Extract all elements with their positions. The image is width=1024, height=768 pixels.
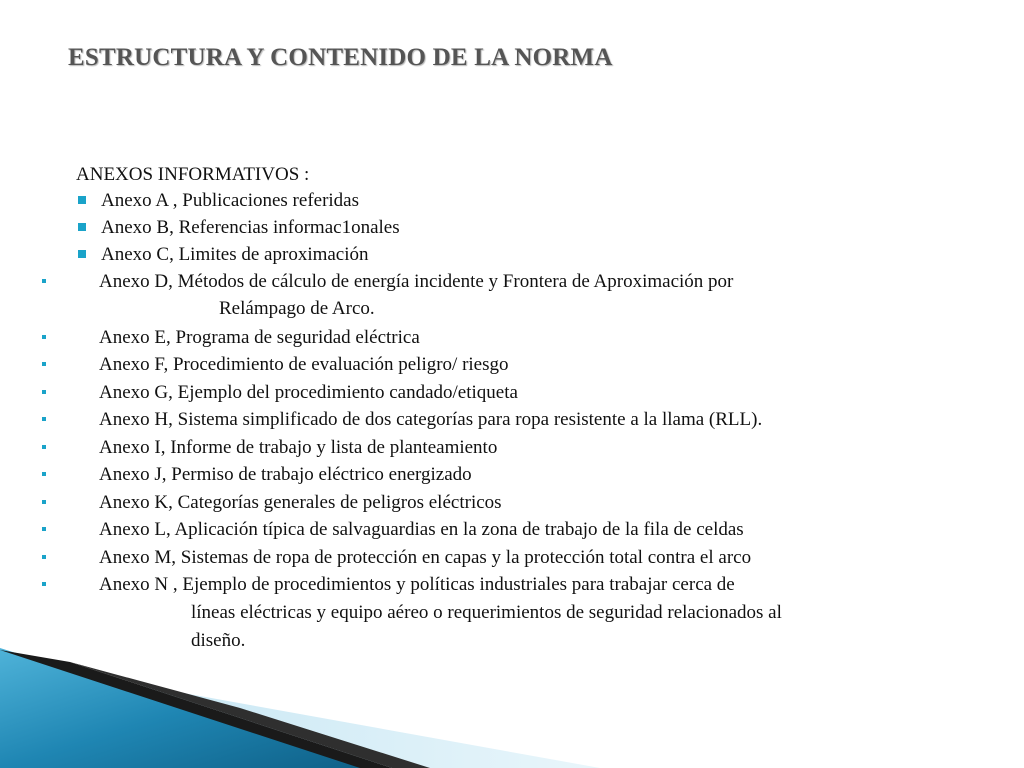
list-item-text: Anexo F, Procedimiento de evaluación peligro/ riesgo [99, 354, 509, 375]
list-item-continuation: diseño. [191, 630, 246, 651]
bullet-square-icon [42, 390, 46, 394]
bullet-square-icon [42, 335, 46, 339]
page-title: ESTRUCTURA Y CONTENIDO DE LA NORMA [68, 44, 613, 71]
list-item-text: Anexo J, Permiso de trabajo eléctrico energizado [99, 464, 472, 485]
bullet-square-icon [42, 555, 46, 559]
bullet-square-icon [42, 279, 46, 283]
bullet-square-icon [42, 362, 46, 366]
list-item-text: Anexo H, Sistema simplificado de dos categorías para ropa resistente a la llama (RLL). [99, 409, 763, 430]
list-item-text: Anexo C, Limites de aproximación [101, 244, 369, 265]
list-item-text: Anexo I, Informe de trabajo y lista de planteamiento [99, 437, 498, 458]
list-item-text: Anexo A , Publicaciones referidas [101, 190, 360, 211]
list-item-text: Anexo B, Referencias informac1onales [101, 217, 400, 238]
bullet-square-icon [42, 500, 46, 504]
list-item-continuation: Relámpago de Arco. [219, 298, 375, 319]
bullet-square-icon [42, 445, 46, 449]
list-item-text: Anexo D, Métodos de cálculo de energía incidente y Frontera de Aproximación por [99, 271, 734, 292]
bullet-square-icon [78, 196, 86, 204]
bullet-square-icon [42, 417, 46, 421]
list-item-text: Anexo L, Aplicación típica de salvaguardias en la zona de trabajo de la fila de celdas [99, 519, 744, 540]
section-heading: ANEXOS INFORMATIVOS : [76, 164, 310, 185]
bullet-square-icon [42, 582, 46, 586]
list-item-text: Anexo M, Sistemas de ropa de protección en capas y la protección total contra el arco [99, 547, 752, 568]
bullet-square-icon [78, 223, 86, 231]
bullet-square-icon [42, 472, 46, 476]
list-item-text: Anexo K, Categorías generales de peligros eléctricos [99, 492, 502, 513]
list-item-text: Anexo E, Programa de seguridad eléctrica [99, 327, 420, 348]
list-item-continuation: líneas eléctricas y equipo aéreo o requerimientos de seguridad relacionados al [191, 602, 782, 623]
bullet-square-icon [42, 527, 46, 531]
list-item-text: Anexo G, Ejemplo del procedimiento candado/etiqueta [99, 382, 518, 403]
bullet-square-icon [78, 250, 86, 258]
list-item-text: Anexo N , Ejemplo de procedimientos y políticas industriales para trabajar cerca de [99, 574, 735, 595]
